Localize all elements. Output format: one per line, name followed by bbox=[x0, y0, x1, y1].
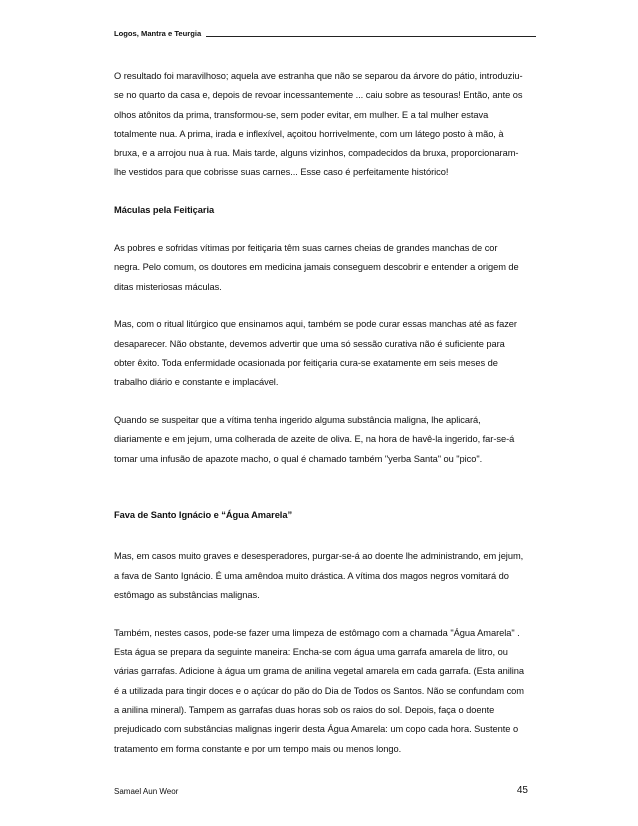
page-header bbox=[114, 28, 536, 42]
header-rule bbox=[206, 36, 536, 37]
paragraph-spacer bbox=[114, 221, 526, 240]
paragraph: Mas, em casos muito graves e desesperadores, purgar-se-á ao doente lhe administrando, em jejum, a fava de Santo Ignácio. É uma amêndoa muito drástica. A vítima dos magos negros vomitará do estômago as substâncias malignas. bbox=[114, 551, 524, 600]
page-body bbox=[114, 67, 526, 759]
paragraph-spacer bbox=[114, 525, 526, 547]
section-heading: Máculas pela Feitiçaria bbox=[114, 205, 215, 216]
paragraph: Também, nestes casos, pode-se fazer uma limpeza de estômago com a chamada "Água Amarela" . Esta água se prepara da seguinte maneira: Encha-se com água uma garrafa amarela de litro, ou várias garrafas. Adicione à água um grama de anilina vegetal amarela em cada garrafa. (Esta anilina é a utilizada para tingir doces e o açúcar do pão do Dia de Todos os Santos. Não se confundam com a anilina mineral). Tampem as garrafas duas horas sob os raios do sol. Depois, faça o doente prejudicado com substâncias malignas ingerir desta Água Amarela: um copo cada hora. Sustente o tratamento em forma constante e por um tempo mais ou menos longo. bbox=[114, 627, 525, 754]
header-title: Logos, Mantra e Teurgia bbox=[114, 29, 202, 38]
paragraph-spacer bbox=[114, 393, 526, 412]
paragraph-spacer bbox=[114, 297, 526, 316]
section-heading: Fava de Santo Ignácio e “Água Amarela” bbox=[114, 510, 293, 521]
paragraph: O resultado foi maravilhoso; aquela ave estranha que não se separou da árvore do pátio, introduziu-se no quarto da casa e, depois de revoar incessantemente ... caiu sobre as tesouras! Então, ante os olhos atônitos da prima, transformou-se, sem poder evitar, em mulher. E a tal mulher estava totalmente nua. A prima, irada e inflexível, açoitou horrivelmente, com um látego posto à mão, à bruxa, e a arrojou nua à rua. Mais tarde, alguns vizinhos, compadecidos da bruxa, proporcionaram-lhe vestidos para que cobrisse suas carnes... Esse caso é perfeitamente histórico! bbox=[114, 71, 523, 178]
page-number: 45 bbox=[516, 785, 528, 796]
paragraph: Quando se suspeitar que a vítima tenha ingerido alguma substância maligna, lhe aplicará, diariamente e em jejum, uma colherada de azeite de oliva. E, na hora de havê-la ingerido, far-se-á tomar uma infusão de apazote macho, o qual é chamado também "yerba Santa" ou "pico". bbox=[114, 415, 515, 464]
paragraph-spacer bbox=[114, 605, 526, 624]
paragraph-spacer bbox=[114, 469, 526, 506]
paragraph: Mas, com o ritual litúrgico que ensinamos aqui, também se pode curar essas manchas até as fazer desaparecer. Não obstante, devemos advertir que uma só sessão curativa não é suficiente para obter êxito. Toda enfermidade ocasionada por feitiçaria cura-se exatamente em seis meses de trabalho diário e constante e implacável. bbox=[114, 319, 517, 388]
paragraph-spacer bbox=[114, 183, 526, 202]
footer-author: Samael Aun Weor bbox=[114, 787, 179, 796]
paragraph: As pobres e sofridas vítimas por feitiçaria têm suas carnes cheias de grandes manchas de cor negra. Pelo comum, os doutores em medicina jamais conseguem descobrir e entender a origem de ditas misteriosas máculas. bbox=[114, 243, 519, 292]
